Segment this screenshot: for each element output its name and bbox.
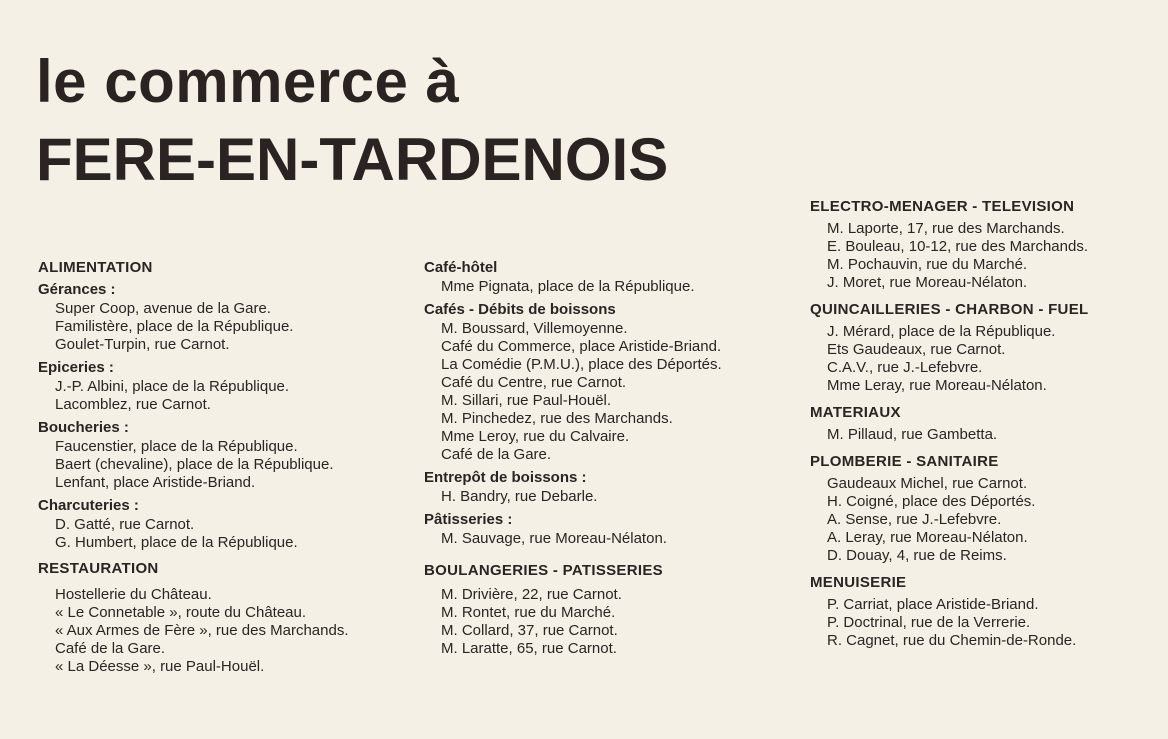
list-item: M. Drivière, 22, rue Carnot. [441,586,622,603]
list-item: « Le Connetable », route du Château. [55,604,307,621]
list-item: Lenfant, place Aristide-Briand. [55,474,256,491]
group-epiceries [38,359,418,414]
list-item: Lacomblez, rue Carnot. [55,396,211,413]
list-item: D. Douay, 4, rue de Reims. [827,547,1007,564]
list-item: Café de la Gare. [441,446,552,463]
list-item: Mme Leray, rue Moreau-Nélaton. [827,377,1047,394]
section-heading-alimentation: ALIMENTATION [38,259,153,276]
list-item: M. Laratte, 65, rue Carnot. [441,640,617,657]
group-cafe-hotel [424,259,804,296]
list-item: M. Boussard, Villemoyenne. [441,320,628,337]
list-item: J. Mérard, place de la République. [827,323,1056,340]
group-label: Boucheries : [38,419,129,436]
list-item: P. Doctrinal, rue de la Verrerie. [827,614,1031,631]
group-patisseries [424,511,804,548]
section-heading-restauration: RESTAURATION [38,560,159,577]
section-materiaux [810,404,1160,444]
list-item: La Comédie (P.M.U.), place des Déportés. [441,356,722,373]
list-item: R. Cagnet, rue du Chemin-de-Ronde. [827,632,1077,649]
group-label: Entrepôt de boissons : [424,469,587,486]
list-item: Hostellerie du Château. [55,586,212,603]
column-1 [38,259,418,676]
section-plomberie [810,453,1160,565]
group-charcuteries [38,497,418,552]
list-item: Familistère, place de la République. [55,318,294,335]
list-item: A. Leray, rue Moreau-Nélaton. [827,529,1028,546]
group-label: Gérances : [38,281,116,298]
list-item: M. Laporte, 17, rue des Marchands. [827,220,1065,237]
list-item: Goulet-Turpin, rue Carnot. [55,336,230,353]
section-heading-boulangeries: BOULANGERIES - PATISSERIES [424,562,663,579]
list-item: H. Bandry, rue Debarle. [441,488,598,505]
list-item: Super Coop, avenue de la Gare. [55,300,271,317]
section-heading: MENUISERIE [810,574,907,591]
section-quincailleries [810,301,1160,395]
list-item: M. Sauvage, rue Moreau-Nélaton. [441,530,667,547]
title-line-1: le commerce à [36,48,460,115]
list-item: Baert (chevaline), place de la République. [55,456,334,473]
list-item: Café du Centre, rue Carnot. [441,374,627,391]
section-heading: PLOMBERIE - SANITAIRE [810,453,999,470]
list-item: Café de la Gare. [55,640,166,657]
column-3 [810,198,1160,659]
group-label: Charcuteries : [38,497,139,514]
group-cafes [424,301,804,464]
list-item: M. Rontet, rue du Marché. [441,604,616,621]
column-2 [424,259,804,658]
list-item: J. Moret, rue Moreau-Nélaton. [827,274,1028,291]
list-item: M. Pochauvin, rue du Marché. [827,256,1028,273]
section-heading: MATERIAUX [810,404,901,421]
list-item: Ets Gaudeaux, rue Carnot. [827,341,1006,358]
list-item: P. Carriat, place Aristide-Briand. [827,596,1039,613]
group-gerances [38,281,418,354]
list-item: C.A.V., rue J.-Lefebvre. [827,359,983,376]
list-item: « La Déesse », rue Paul-Houël. [55,658,265,675]
list-item: M. Sillari, rue Paul-Houël. [441,392,612,409]
list-item: G. Humbert, place de la République. [55,534,298,551]
group-label: Café-hôtel [424,259,498,276]
group-label: Epiceries : [38,359,114,376]
section-electro-menager [810,198,1160,292]
list-item: E. Bouleau, 10-12, rue des Marchands. [827,238,1088,255]
group-label: Pâtisseries : [424,511,513,528]
group-boucheries [38,419,418,492]
section-heading: QUINCAILLERIES - CHARBON - FUEL [810,301,1089,318]
section-menuiserie [810,574,1160,650]
list-item: Mme Leroy, rue du Calvaire. [441,428,630,445]
list-item: J.-P. Albini, place de la République. [55,378,290,395]
list-item: « Aux Armes de Fère », rue des Marchands. [55,622,349,639]
list-item: H. Coigné, place des Déportés. [827,493,1036,510]
list-item: Gaudeaux Michel, rue Carnot. [827,475,1028,492]
list-item: M. Pinchedez, rue des Marchands. [441,410,673,427]
group-label: Cafés - Débits de boissons [424,301,616,318]
list-item: Café du Commerce, place Aristide-Briand. [441,338,722,355]
section-heading: ELECTRO-MENAGER - TELEVISION [810,198,1075,215]
list-item: Faucenstier, place de la République. [55,438,298,455]
list-item: A. Sense, rue J.-Lefebvre. [827,511,1002,528]
list-item: M. Pillaud, rue Gambetta. [827,426,998,443]
group-entrepot [424,469,804,506]
title-line-2: FERE-EN-TARDENOIS [36,126,669,193]
list-item: D. Gatté, rue Carnot. [55,516,195,533]
list-item: M. Collard, 37, rue Carnot. [441,622,618,639]
page-title [36,48,669,193]
list-item: Mme Pignata, place de la République. [441,278,695,295]
